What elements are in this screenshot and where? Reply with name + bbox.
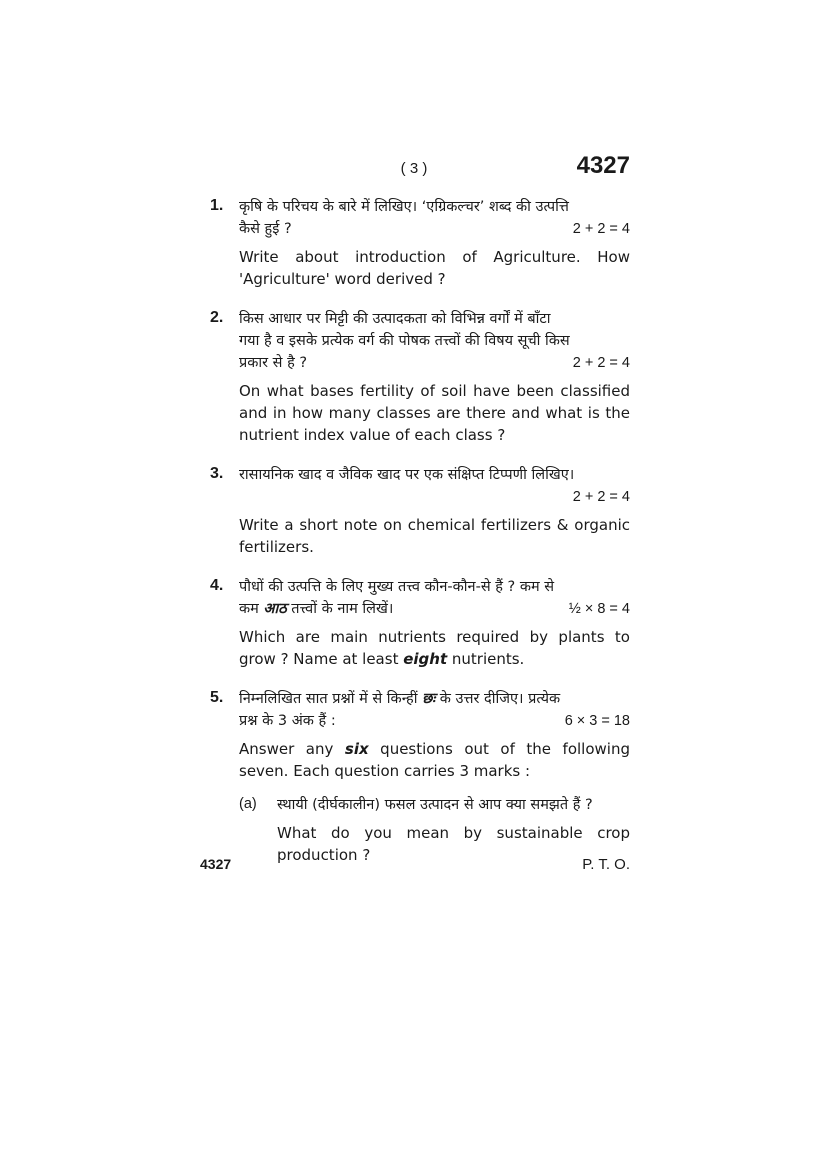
hindi-line [239,688,630,710]
question-hindi [239,196,630,240]
hindi-line-text: कैसे हुई ? [239,221,292,237]
hindi-line: कृषि के परिचय के बारे में लिखिए। ‘एग्रिकल्चर’ शब्द की उत्पत्ति [239,199,569,215]
sub-question-english: What do you mean by sustainable crop production ? [277,824,630,864]
hindi-text: के उत्तर दीजिए। प्रत्येक [435,691,561,707]
hindi-emphasis: आठ [263,601,287,617]
page-number: ( 3 ) [400,160,428,177]
marks: 6 × 3 = 18 [564,713,630,729]
question-3 [204,464,630,558]
question-5 [204,688,630,866]
english-emphasis: eight [403,650,448,668]
hindi-line: रासायनिक खाद व जैविक खाद पर एक संक्षिप्त टिप्पणी लिखिए। [239,467,575,483]
hindi-text: निम्नलिखित सात प्रश्नों में से किन्हीं [239,691,423,707]
question-english: Write a short note on chemical fertilizers & organic fertilizers. [239,516,630,556]
marks: 2 + 2 = 4 [572,221,630,237]
hindi-line [239,710,630,732]
question-list [204,196,630,884]
question-number: 4. [210,577,224,594]
english-text: nutrients. [447,650,525,668]
question-hindi [239,688,630,732]
question-english: On what bases fertility of soil have been classified and in how many classes are there and what is the nutrient index value of each class ? [239,382,630,444]
english-text: questions out of the following seven. Each question carries 3 marks : [239,740,630,780]
question-2 [204,308,630,446]
paper-code-header: 4327 [576,152,630,179]
hindi-line: गया है व इसके प्रत्येक वर्ग की पोषक तत्त्वों की विषय सूची किस [239,333,570,349]
question-number: 2. [210,309,224,326]
english-text: Answer any [239,740,345,758]
hindi-text: तत्त्वों के नाम लिखें। [286,601,394,617]
hindi-line [239,352,630,374]
question-number: 1. [210,197,224,214]
question-english: Write about introduction of Agriculture. How 'Agriculture' word derived ? [239,248,630,288]
marks: 2 + 2 = 4 [572,355,630,371]
question-number: 3. [210,465,224,482]
question-hindi [239,464,630,486]
hindi-text: कम [239,601,264,617]
hindi-line [239,598,630,620]
hindi-line-text: प्रश्न के 3 अंक हैं : [239,713,336,729]
question-hindi [239,576,630,620]
question-english [239,626,630,670]
hindi-line: पौधों की उत्पत्ति के लिए मुख्य तत्त्व कौन-कौन-से हैं ? कम से [239,579,555,595]
english-text: Which are main nutrients required by plants to grow ? Name at least [239,628,630,668]
pto-label: P. T. O. [582,856,630,873]
question-4 [204,576,630,670]
marks: 2 + 2 = 4 [572,489,630,505]
marks: ½ × 8 = 4 [568,601,630,617]
english-emphasis: six [344,740,369,758]
paper-code-footer: 4327 [200,856,232,872]
question-english [239,738,630,782]
hindi-line: किस आधार पर मिट्टी की उत्पादकता को विभिन्न वर्गों में बाँटा [239,311,551,327]
question-hindi [239,308,630,374]
question-number: 5. [210,689,224,706]
hindi-emphasis: छः [422,691,436,707]
sub-question-hindi: स्थायी (दीर्घकालीन) फसल उत्पादन से आप क्या समझते हैं ? [277,797,593,813]
hindi-line [239,218,630,240]
sub-question-label: (a) [239,796,257,812]
hindi-line-text: प्रकार से है ? [239,355,308,371]
question-1 [204,196,630,290]
